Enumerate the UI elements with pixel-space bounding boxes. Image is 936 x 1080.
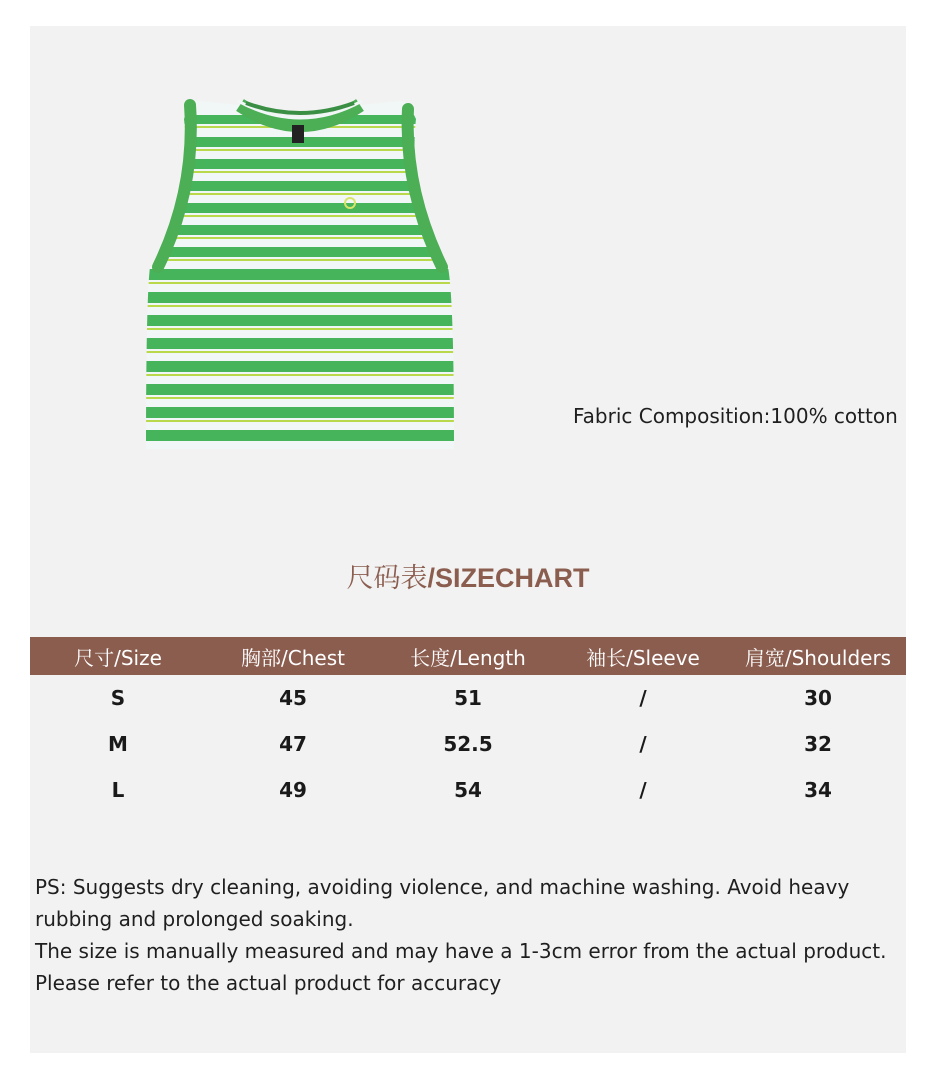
cell-shoulders: 34 — [804, 778, 832, 802]
table-header — [30, 637, 906, 675]
cell-sleeve: / — [639, 686, 647, 710]
size-chart-panel — [30, 26, 906, 1053]
header-sleeve: 袖长/Sleeve — [586, 645, 700, 670]
cell-chest: 45 — [279, 686, 307, 710]
neck-label — [292, 125, 304, 143]
fabric-composition: Fabric Composition:100% cotton — [573, 404, 898, 428]
cell-shoulders: 32 — [804, 732, 832, 756]
table-row — [30, 675, 906, 721]
cell-size: L — [111, 778, 125, 802]
header-size: 尺寸/Size — [74, 645, 162, 670]
cell-shoulders: 30 — [804, 686, 832, 710]
care-notes — [35, 871, 903, 999]
table-row — [30, 721, 906, 767]
cell-length: 51 — [454, 686, 482, 710]
title-chinese: 尺码表 — [346, 563, 428, 594]
cell-length: 52.5 — [443, 732, 493, 756]
header-chest: 胸部/Chest — [241, 645, 345, 670]
product-image — [142, 99, 458, 451]
cell-size: M — [108, 732, 128, 756]
note-measurement: The size is manually measured and may have a 1-3cm error from the actual product. — [35, 939, 887, 963]
cell-length: 54 — [454, 778, 482, 802]
table-row — [30, 767, 906, 813]
note-care: PS: Suggests dry cleaning, avoiding violence, and machine washing. Avoid heavy rubbing and prolonged soaking. — [35, 875, 850, 931]
header-length: 长度/Length — [410, 645, 526, 670]
cell-sleeve: / — [639, 732, 647, 756]
note-accuracy: Please refer to the actual product for accuracy — [35, 971, 502, 995]
size-chart-title — [30, 556, 906, 595]
title-english: /SIZECHART — [427, 563, 590, 593]
cell-size: S — [110, 686, 126, 710]
header-shoulders: 肩宽/Shoulders — [744, 645, 892, 670]
cell-sleeve: / — [639, 778, 647, 802]
cell-chest: 49 — [279, 778, 307, 802]
cell-chest: 47 — [279, 732, 307, 756]
